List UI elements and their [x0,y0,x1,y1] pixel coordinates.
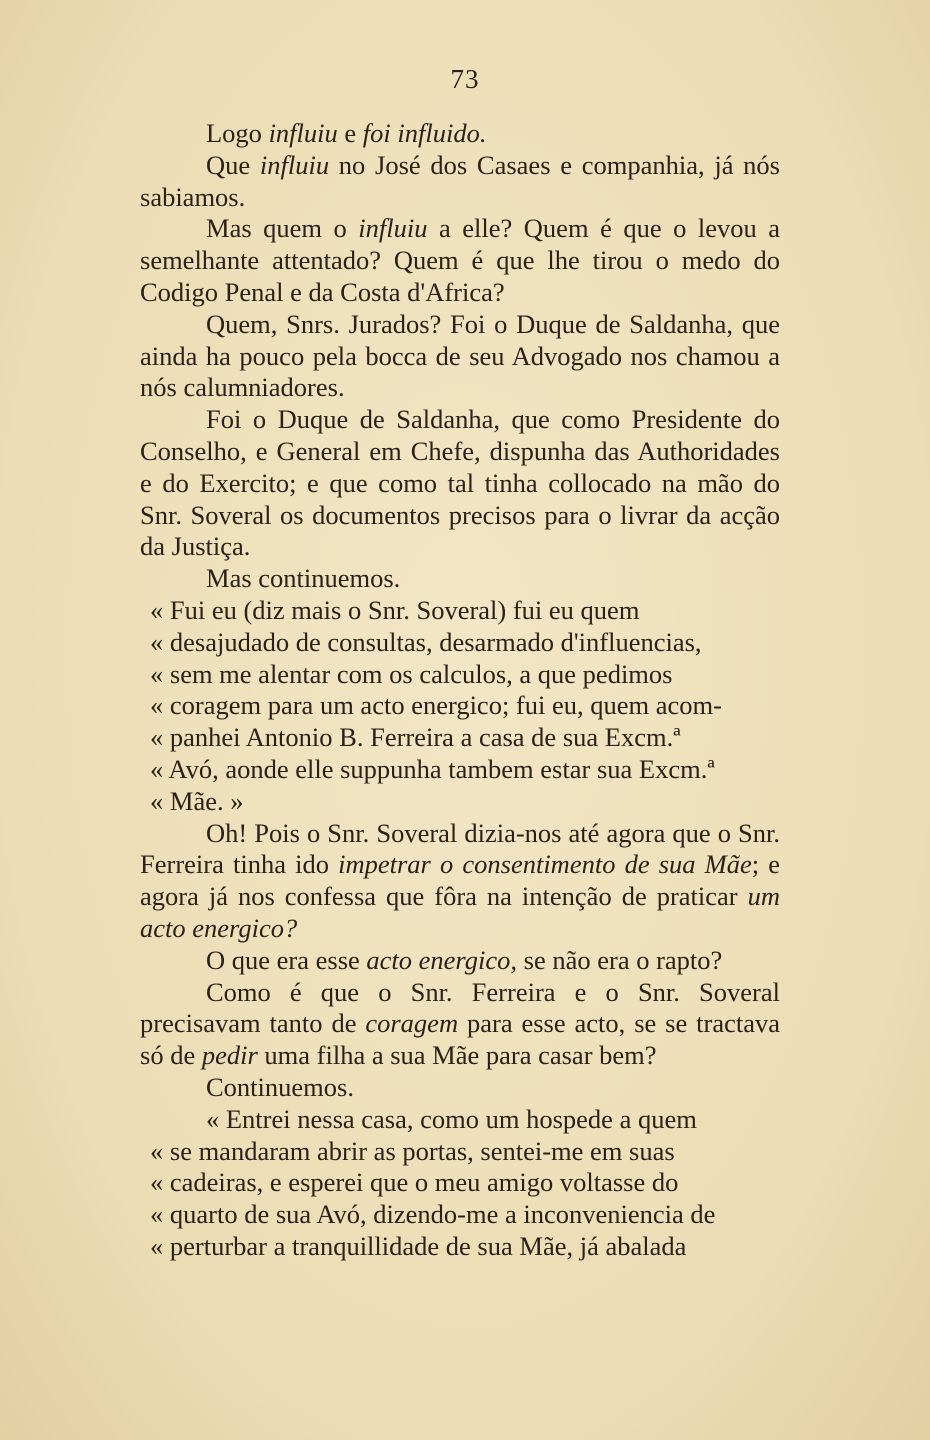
text-run: Como é que o Snr. Ferreira e o Snr. Soveral precisavam tanto de [140,976,780,1039]
text-run: « Mãe. » [150,785,244,816]
paragraph [140,690,780,722]
paragraph [140,150,780,214]
paragraph [140,1072,780,1104]
text-run: Foi o Duque de Saldanha, que como Presidente do Conselho, e General em Chefe, dispunha das Authoridades e do Exercito; e que como tal tinha collocado na mão do Snr. Soveral os documentos precisos para o livrar da acção da Justiça. [140,404,780,562]
text-run: uma filha a sua Mãe para casar bem? [257,1040,657,1071]
italic-text: foi influido. [362,118,487,148]
text-run: « Fui eu (diz mais o Snr. Soveral) fui eu quem [150,594,640,625]
text-run: Mas continuemos. [206,563,401,594]
paragraph [140,309,780,404]
text-run: se não era o rapto? [517,944,723,975]
text-run: « desajudado de consultas, desarmado d'influencias, [150,626,702,657]
paragraph [140,945,780,977]
italic-text: um acto energico? [140,881,780,943]
paragraph [140,627,780,659]
body-text [140,118,780,1263]
paragraph [140,1136,780,1168]
text-run: ; e agora já nos confessa que fôra na intenção de praticar [140,849,781,912]
paragraph [140,1199,780,1231]
text-run: « perturbar a tranquillidade de sua Mãe, já abalada [150,1230,687,1261]
text-run: Que [206,149,260,180]
text-run: « sem me alentar com os calculos, a que pedimos [150,658,673,689]
paragraph [140,754,780,786]
italic-text: pedir [201,1040,258,1071]
paragraph [140,1104,780,1136]
paragraph [140,563,780,595]
italic-text: influiu [259,149,330,180]
italic-text: influiu [268,118,338,148]
paragraph [140,1167,780,1199]
text-run: « cadeiras, e esperei que o meu amigo voltasse do [150,1167,679,1198]
paragraph [140,213,780,308]
text-run: « panhei Antonio B. Ferreira a casa de sua Excm.ª [150,722,681,753]
paragraph [140,786,780,818]
paragraph [140,595,780,627]
paragraph [140,1231,780,1263]
paragraph [140,659,780,691]
italic-text: influiu [358,213,428,244]
text-run: Mas quem o [206,213,359,244]
text-run: a elle? Quem é que o levou a semelhante attentado? Quem é que lhe tirou o medo do Codigo Penal e da Costa d'Africa? [140,213,781,307]
text-run: « Entrei nessa casa, como um hospede a quem [206,1103,697,1134]
text-run: no José dos Casaes e companhia, já nós sabiamos. [140,149,780,212]
italic-text: coragem [365,1008,459,1039]
text-run: para esse acto, se se tractava só de [140,1008,780,1071]
text-run: « coragem para um acto energico; fui eu, quem acom- [150,690,722,721]
paragraph [140,977,780,1072]
text-run: « se mandaram abrir as portas, sentei-me em suas [150,1135,675,1166]
text-run: Quem, Snrs. Jurados? Foi o Duque de Saldanha, que ainda ha pouco pela bocca de seu Advogado nos chamou a nós calumniadores. [140,308,780,403]
text-run: Continuemos. [206,1071,354,1102]
text-run: e [337,118,363,148]
paragraph [140,118,780,150]
text-run: Logo [206,118,269,148]
italic-text: impetrar o consentimento de sua Mãe [338,849,752,880]
page-number: 73 [450,64,480,94]
paragraph [140,722,780,754]
text-run: « quarto de sua Avó, dizendo-me a inconveniencia de [150,1199,716,1230]
paragraph [140,404,780,563]
text-run: O que era esse [206,944,367,975]
paragraph [140,818,780,945]
italic-text: acto energico, [366,944,518,975]
text-run: Oh! Pois o Snr. Soveral dizia-nos até agora que o Snr. Ferreira tinha ido [140,817,780,880]
text-run: « Avó, aonde elle suppunha tambem estar sua Excm.ª [150,753,715,784]
